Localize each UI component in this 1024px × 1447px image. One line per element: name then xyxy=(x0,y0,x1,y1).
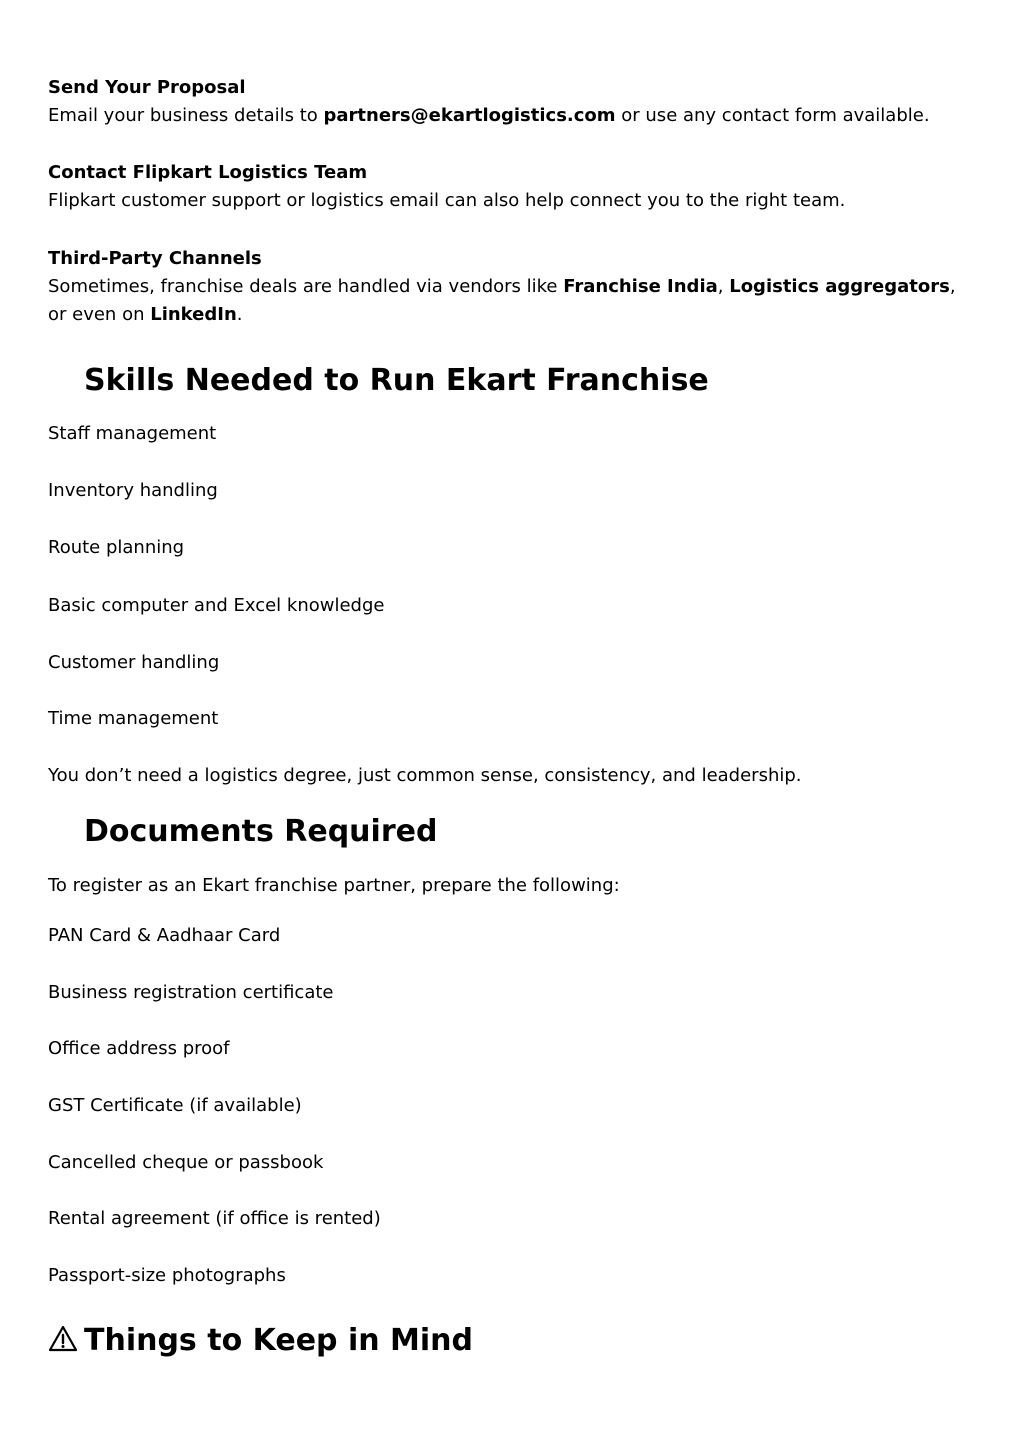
skill-item: Inventory handling xyxy=(48,480,218,501)
emphasis-text: Franchise India xyxy=(563,276,718,297)
step-body xyxy=(48,102,978,130)
step-contact-team xyxy=(48,159,978,215)
step-body xyxy=(48,273,978,329)
document-item: PAN Card & Aadhaar Card xyxy=(48,925,281,946)
skill-item: Time management xyxy=(48,708,219,729)
body-text: Sometimes, franchise deals are handled via vendors like xyxy=(48,276,564,297)
step-third-party xyxy=(48,245,978,329)
document-item: Passport-size photographs xyxy=(48,1265,286,1286)
body-text: , xyxy=(717,276,730,297)
warning-icon xyxy=(48,1324,78,1354)
document-item: Office address proof xyxy=(48,1038,230,1059)
step-title: Contact Flipkart Logistics Team xyxy=(48,162,368,183)
body-text: Email your business details to xyxy=(48,105,324,126)
step-title: Send Your Proposal xyxy=(48,77,246,98)
body-text: . xyxy=(236,304,243,325)
skill-item: Basic computer and Excel knowledge xyxy=(48,595,385,616)
document-item: Rental agreement (if office is rented) xyxy=(48,1208,381,1229)
skills-heading: Skills Needed to Run Ekart Franchise xyxy=(84,363,709,398)
step-body xyxy=(48,187,978,215)
skill-item: Customer handling xyxy=(48,652,220,673)
document-item: Cancelled cheque or passbook xyxy=(48,1152,324,1173)
step-send-proposal xyxy=(48,74,978,130)
mind-heading xyxy=(48,1321,473,1361)
skill-item: Route planning xyxy=(48,537,185,558)
documents-heading: Documents Required xyxy=(84,814,438,849)
skill-item: Staff management xyxy=(48,423,217,444)
document-item: Business registration certificate xyxy=(48,982,334,1003)
emphasis-text: partners@ekartlogistics.com xyxy=(323,105,616,126)
body-text: Flipkart customer support or logistics email can also help connect you to the right team. xyxy=(48,190,846,211)
emphasis-text: LinkedIn xyxy=(150,304,237,325)
documents-intro: To register as an Ekart franchise partner, prepare the following: xyxy=(48,875,620,896)
body-text: , or even on xyxy=(48,276,956,325)
step-title: Third-Party Channels xyxy=(48,248,262,269)
skills-note: You don’t need a logistics degree, just common sense, consistency, and leadership. xyxy=(48,765,802,786)
mind-heading-text: Things to Keep in Mind xyxy=(84,1323,474,1358)
document-item: GST Certificate (if available) xyxy=(48,1095,302,1116)
body-text: or use any contact form available. xyxy=(615,105,930,126)
emphasis-text: Logistics aggregators xyxy=(729,276,950,297)
